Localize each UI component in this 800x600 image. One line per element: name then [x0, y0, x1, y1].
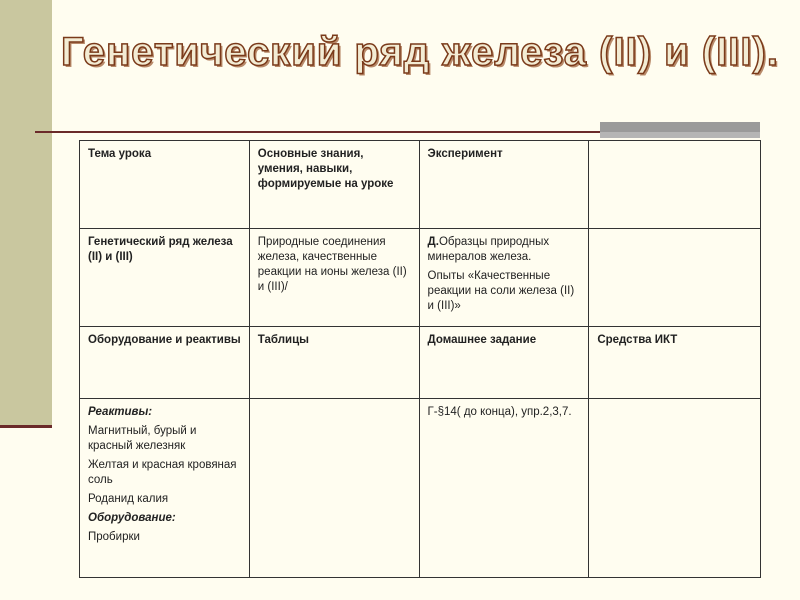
cell-knowledge-header: Основные знания, умения, навыки, формируемые на уроке	[249, 141, 419, 229]
divider-block	[600, 122, 760, 132]
reagent-item: Желтая и красная кровяная соль	[88, 459, 237, 486]
table-row	[80, 399, 761, 578]
table-row	[80, 229, 761, 327]
cell-knowledge: Природные соединения железа, качественные реакции на ионы железа (II) и (III)/	[249, 229, 419, 327]
cell-lesson-topic-header: Тема урока	[80, 141, 250, 229]
cell-homework: Г-§14( до конца), упр.2,3,7.	[419, 399, 589, 578]
cell-ict-header: Средства ИКТ	[589, 327, 761, 399]
page-title: Генетический ряд железа (II) и (III).	[61, 30, 779, 74]
reagents-heading: Реактивы:	[88, 406, 153, 418]
reagent-item: Магнитный, бурый и красный железняк	[88, 425, 197, 452]
experiment-prefix: Д.	[427, 236, 439, 248]
equipment-heading: Оборудование:	[88, 512, 176, 524]
reagent-item: Роданид калия	[88, 493, 169, 505]
cell-empty	[589, 141, 761, 229]
cell-lesson-topic: Генетический ряд железа (II) и (III)	[80, 229, 250, 327]
table-row	[80, 327, 761, 399]
cell-experiment	[419, 229, 589, 327]
cell-empty	[589, 399, 761, 578]
lesson-table	[79, 140, 761, 578]
cell-empty	[589, 229, 761, 327]
cell-homework-header: Домашнее задание	[419, 327, 589, 399]
cell-reagents	[80, 399, 250, 578]
cell-equipment-header: Оборудование и реактивы	[80, 327, 250, 399]
experiment-demo: Образцы природных минералов железа.	[427, 236, 550, 263]
cell-empty	[249, 399, 419, 578]
equipment-item: Пробирки	[88, 531, 140, 543]
divider-block-shadow	[600, 132, 760, 138]
experiment-lab: Опыты «Качественные реакции на соли железа (II) и (III)»	[427, 270, 575, 312]
table-row	[80, 141, 761, 229]
cell-experiment-header: Эксперимент	[419, 141, 589, 229]
cell-tables-header: Таблицы	[249, 327, 419, 399]
left-decor-line	[0, 425, 52, 428]
